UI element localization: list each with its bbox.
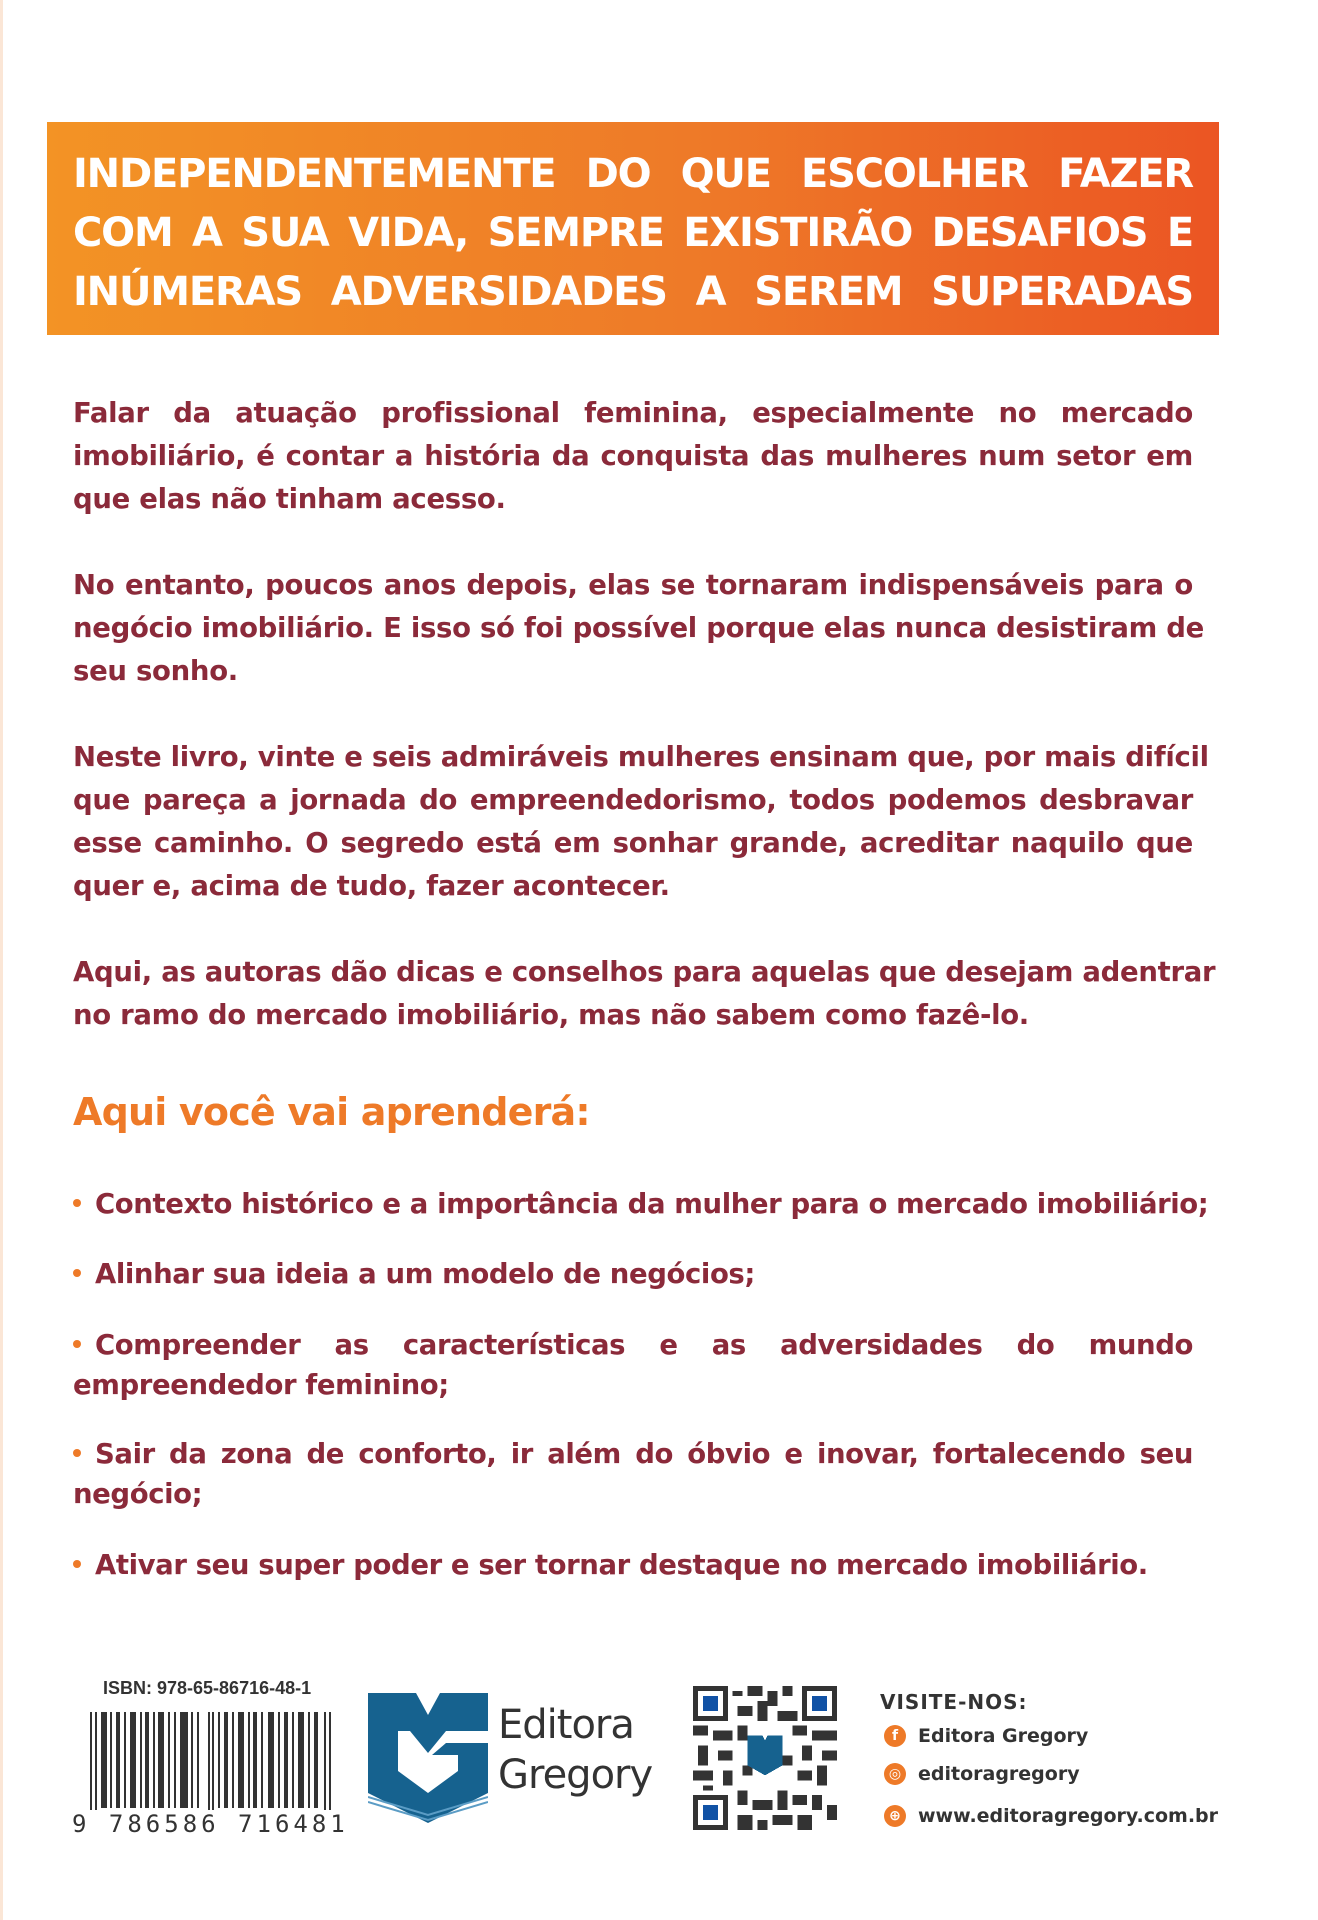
bullet-text: Sair da zona de conforto, ir além do óbvio e inovar, fortalecendo seu	[95, 1438, 1193, 1470]
banner-line: COM A SUA VIDA, SEMPRE EXISTIRÃO DESAFIOS E	[73, 210, 1193, 256]
facebook-link[interactable]	[884, 1725, 1088, 1747]
paragraph-2	[73, 564, 1205, 693]
bullet-dot-icon	[73, 1269, 81, 1277]
bullet-text: Contexto histórico e a importância da mulher para o mercado imobiliário;	[95, 1188, 1209, 1220]
bullet-dot-icon	[73, 1340, 81, 1348]
banner-line: INDEPENDENTEMENTE DO QUE ESCOLHER FAZER	[73, 151, 1193, 197]
bullet-text: Compreender as características e as adversidades do mundo	[95, 1329, 1193, 1361]
bullet-dot-icon	[73, 1449, 81, 1457]
globe-icon: ⊕	[884, 1805, 906, 1827]
text-line: que elas não tinham acesso.	[73, 483, 506, 515]
text-line: negócio imobiliário. E isso só foi possível porque elas nunca desistiram de	[73, 612, 1205, 644]
banner-line: INÚMERAS ADVERSIDADES A SEREM SUPERADAS	[73, 269, 1193, 315]
publisher-name-line: Gregory	[498, 1752, 653, 1798]
bullet-text: Ativar seu super poder e ser tornar destaque no mercado imobiliário.	[95, 1549, 1148, 1581]
text-line: quer e, acima de tudo, fazer acontecer.	[73, 870, 670, 902]
text-line: seu sonho.	[73, 655, 238, 687]
instagram-link[interactable]	[884, 1763, 1080, 1785]
paragraph-4	[73, 951, 1216, 1037]
bullet-dot-icon	[73, 1199, 81, 1207]
text-line: No entanto, poucos anos depois, elas se tornaram indispensáveis para o	[73, 569, 1193, 601]
website-label: www.editoragregory.com.br	[918, 1805, 1219, 1827]
bullet-text: empreendedor feminino;	[73, 1369, 449, 1401]
website-link[interactable]	[884, 1805, 1218, 1827]
bullet-item	[73, 1434, 1193, 1514]
page-edge	[0, 0, 3, 1920]
barcode-icon	[90, 1712, 332, 1818]
publisher-logo-icon	[368, 1693, 488, 1823]
instagram-label: editoragregory	[918, 1763, 1080, 1785]
bullet-dot-icon	[73, 1560, 81, 1568]
text-line: Aqui, as autoras dão dicas e conselhos para aquelas que desejam adentrar	[73, 956, 1216, 988]
publisher-name	[498, 1700, 652, 1800]
learn-heading: Aqui você vai aprenderá:	[73, 1090, 590, 1134]
publisher-name-line: Editora	[498, 1702, 634, 1748]
bullet-text: Alinhar sua ideia a um modelo de negócios;	[95, 1258, 755, 1290]
bullet-item	[73, 1325, 1193, 1405]
text-line: Falar da atuação profissional feminina, especialmente no mercado	[73, 397, 1193, 429]
isbn-label: ISBN: 978-65-86716-48-1	[103, 1678, 312, 1698]
facebook-icon: f	[884, 1725, 906, 1747]
facebook-label: Editora Gregory	[918, 1725, 1089, 1747]
text-line: no ramo do mercado imobiliário, mas não sabem como fazê-lo.	[73, 999, 1029, 1031]
paragraph-1	[73, 392, 1193, 521]
text-line: Neste livro, vinte e seis admiráveis mulheres ensinam que, por mais difícil	[73, 741, 1209, 773]
bullet-item	[73, 1184, 1209, 1224]
bullet-item	[73, 1254, 1193, 1294]
barcode-digits: 9 786586 716481	[72, 1810, 349, 1838]
visit-us-label: VISITE-NOS:	[880, 1690, 1028, 1714]
bullet-item	[73, 1545, 1193, 1585]
text-line: esse caminho. O segredo está em sonhar grande, acreditar naquilo que	[73, 827, 1193, 859]
instagram-icon: ◎	[884, 1763, 906, 1785]
text-line: que pareça a jornada do empreendedorismo, todos podemos desbravar	[73, 784, 1193, 816]
paragraph-3	[73, 736, 1209, 908]
bullet-text: negócio;	[73, 1478, 203, 1510]
headline-banner	[47, 122, 1219, 335]
qr-code-icon[interactable]	[693, 1685, 837, 1831]
text-line: imobiliário, é contar a história da conquista das mulheres num setor em	[73, 440, 1193, 472]
